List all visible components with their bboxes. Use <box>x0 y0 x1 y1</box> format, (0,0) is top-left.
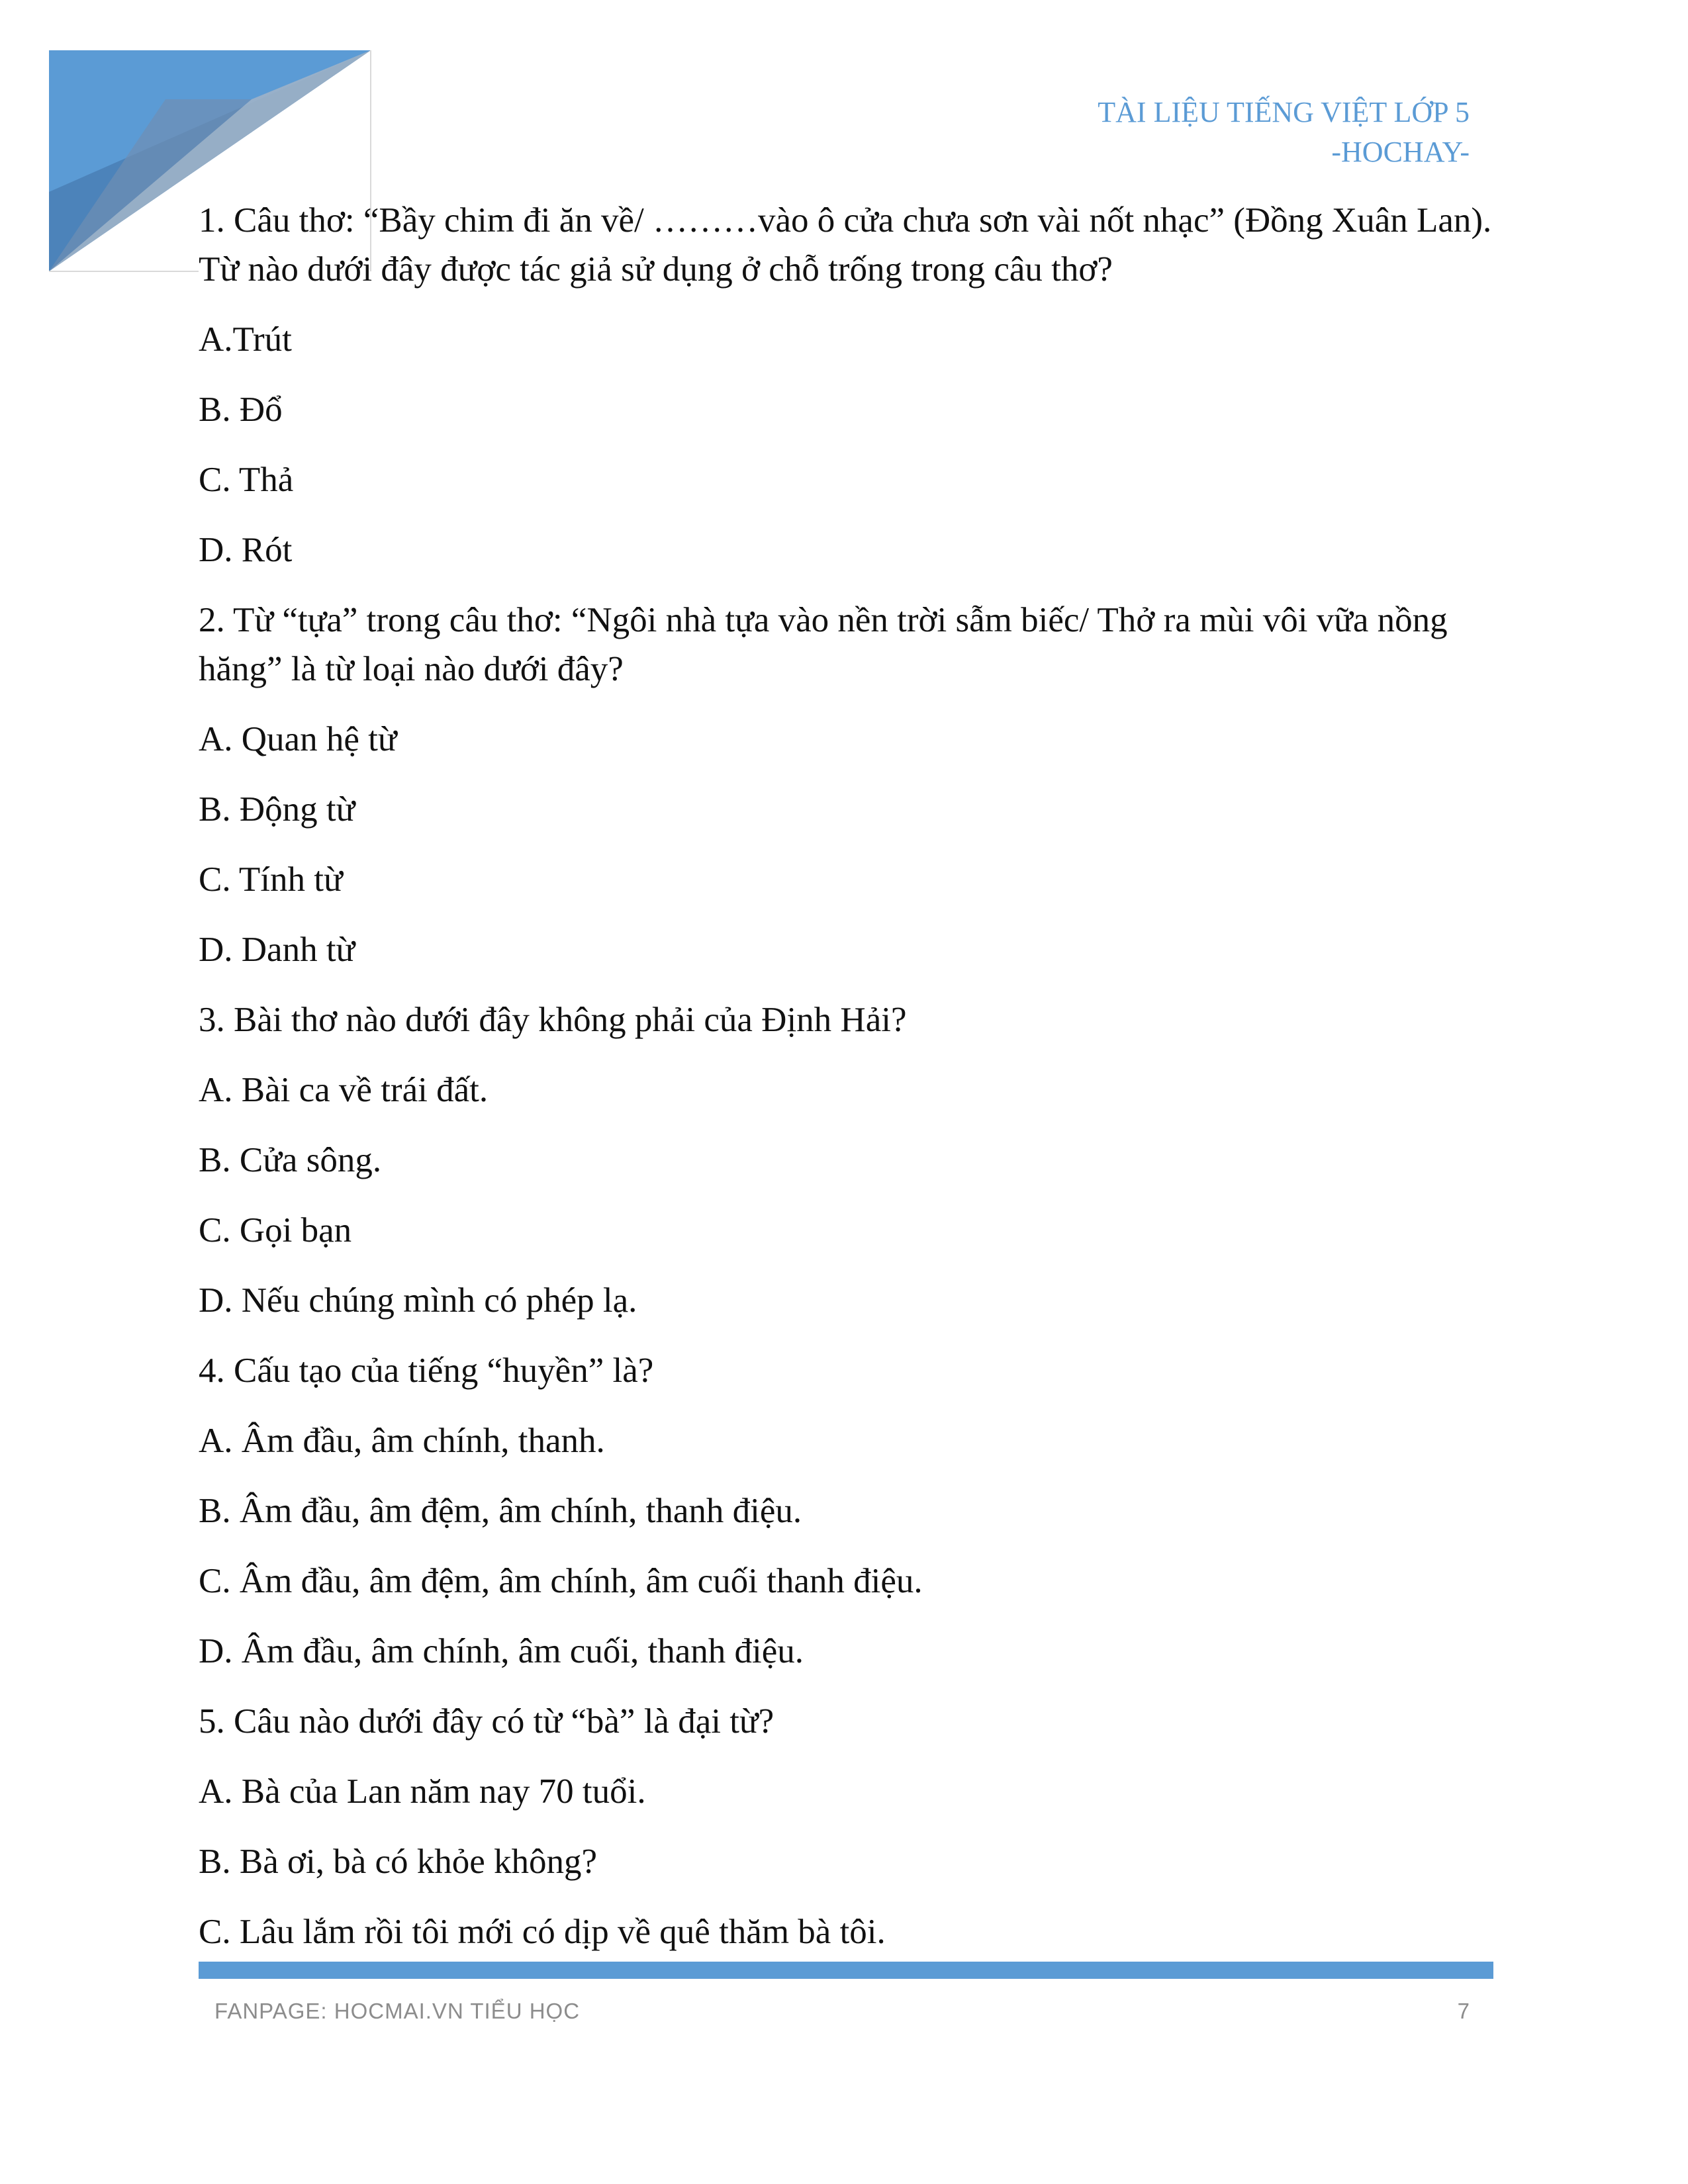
answer-option: C. Âm đầu, âm đệm, âm chính, âm cuối thanh điệu. <box>199 1562 923 1600</box>
answer-option: A. Quan hệ từ <box>199 720 397 758</box>
answer-option: B. Đổ <box>199 390 283 429</box>
answer-option: B. Động từ <box>199 790 355 829</box>
answer-option: A.Trút <box>199 320 292 359</box>
question-list <box>199 196 1496 1978</box>
question-block <box>199 1346 1496 1676</box>
question-text: 5. Câu nào dưới đây có từ “bà” là đại từ? <box>199 1702 774 1741</box>
question-block <box>199 596 1496 974</box>
answer-option: C. Gọi bạn <box>199 1211 352 1250</box>
question-text: 2. Từ “tựa” trong câu thơ: “Ngôi nhà tựa vào nền trời sẫm biếc/ Thở ra mùi vôi vữa nồng hăng” là từ loại nào dưới đây? <box>199 601 1448 688</box>
answer-option: B. Cửa sông. <box>199 1141 382 1179</box>
answer-option: D. Danh từ <box>199 931 355 969</box>
question-text: 4. Cấu tạo của tiếng “huyền” là? <box>199 1351 654 1390</box>
question-text: 1. Câu thơ: “Bầy chim đi ăn về/ ………vào ô cửa chưa sơn vài nốt nhạc” (Đồng Xuân Lan). Từ nào dưới đây được tác giả sử dụng ở chỗ trống trong câu thơ? <box>199 201 1492 289</box>
question-block <box>199 1697 1496 1956</box>
header-subtitle: -HOCHAY- <box>1331 136 1470 168</box>
answer-option: A. Bài ca về trái đất. <box>199 1071 489 1109</box>
question-block <box>199 196 1496 574</box>
answer-option: B. Âm đầu, âm đệm, âm chính, thanh điệu. <box>199 1492 802 1530</box>
page-number: 7 <box>1457 1999 1470 2023</box>
answer-option: B. Bà ơi, bà có khỏe không? <box>199 1843 598 1881</box>
answer-option: A. Âm đầu, âm chính, thanh. <box>199 1422 605 1460</box>
answer-option: C. Thả <box>199 461 294 499</box>
answer-option: A. Bà của Lan năm nay 70 tuổi. <box>199 1772 646 1811</box>
header-title: TÀI LIỆU TIẾNG VIỆT LỚP 5 <box>1098 96 1470 128</box>
answer-option: C. Lâu lắm rồi tôi mới có dịp về quê thăm bà tôi. <box>199 1913 886 1951</box>
answer-option: C. Tính từ <box>199 860 343 899</box>
question-block <box>199 995 1496 1325</box>
answer-option: D. Rót <box>199 531 293 569</box>
answer-option: D. Âm đầu, âm chính, âm cuối, thanh điệu. <box>199 1632 804 1670</box>
document-header <box>1098 93 1470 172</box>
footer-divider <box>199 1962 1493 1979</box>
footer-fanpage: FANPAGE: HOCMAI.VN TIỂU HỌC <box>214 1999 581 2023</box>
question-text: 3. Bài thơ nào dưới đây không phải của Định Hải? <box>199 1001 907 1039</box>
answer-option: D. Nếu chúng mình có phép lạ. <box>199 1281 637 1320</box>
